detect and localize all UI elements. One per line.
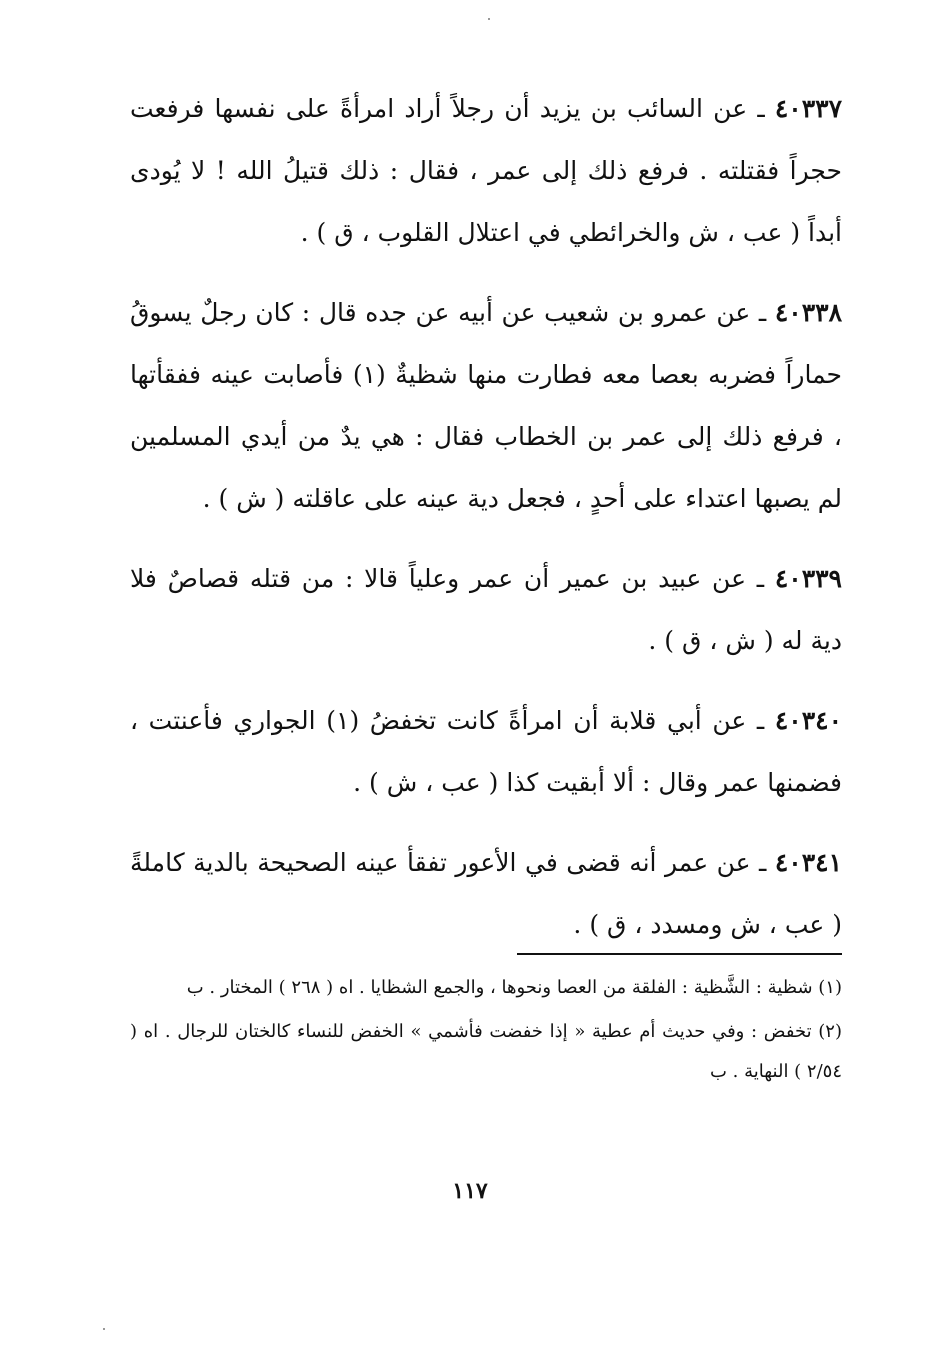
hadith-entry (130, 832, 842, 956)
hadith-number: ٤٠٣٣٨ (774, 298, 842, 327)
hadith-entry (130, 690, 842, 814)
hadith-text: ـ عن أبي قلابة أن امرأةً كانت تخفضُ (١) الجواري فأعنتت ، فضمنها عمر وقال : ألا أبقيت كذا ( عب ، ش ) . (130, 706, 842, 797)
hadith-entry (130, 548, 842, 672)
hadith-text: ـ عن عمرو بن شعيب عن أبيه عن جده قال : كان رجلٌ يسوقُ حماراً فضربه بعصا معه فطارت منها شظيةٌ (١) فأصابت عينه ففقأتها ، فرفع ذلك إلى عمر بن الخطاب فقال : هي يدٌ من أيدي المسلمين لم يصبها اعتداء على أحدٍ ، فجعل دية عينه على عاقلته ( ش ) . (130, 298, 842, 513)
hadith-entry (130, 282, 842, 530)
footnote-separator (517, 953, 842, 955)
hadith-text: ـ عن عبيد بن عمير أن عمر وعلياً قالا : من قتله قصاصٌ فلا دية له ( ش ، ق ) . (130, 564, 842, 655)
hadith-entries (130, 78, 842, 974)
hadith-number: ٤٠٣٤١ (774, 848, 842, 877)
hadith-text: ـ عن السائب بن يزيد أن رجلاً أراد امرأةً على نفسها فرفعت حجراً فقتلته . فرفع ذلك إلى عمر ، فقال : ذلك قتيلُ الله ! لا يُودى أبداً ( عب ، ش والخرائطي في اعتلال القلوب ، ق ) . (130, 94, 842, 247)
hadith-entry (130, 78, 842, 264)
footnote: (٢) تخفض : وفي حديث أم عطية « إذا خفضت فأشمي » الخفض للنساء كالختان للرجال . اه ( ٢/٥٤ ) النهاية . ب (130, 1021, 842, 1082)
hadith-number: ٤٠٣٤٠ (774, 706, 842, 735)
footnote: (١) شظية : الشَّظية : الفلقة من العصا ونحوها ، والجمع الشظايا . اه ( ٢٦٨ ) المختار . ب (186, 977, 842, 998)
scan-speck-top (488, 18, 490, 20)
hadith-number: ٤٠٣٣٩ (774, 564, 842, 593)
footnotes (130, 968, 842, 1096)
page-number: ١١٧ (452, 1178, 488, 1204)
scan-speck-left (103, 1328, 105, 1330)
hadith-text: ـ عن عمر أنه قضى في الأعور تفقأ عينه الصحيحة بالدية كاملةً ( عب ، ش ومسدد ، ق ) . (130, 848, 842, 939)
hadith-number: ٤٠٣٣٧ (774, 94, 842, 123)
